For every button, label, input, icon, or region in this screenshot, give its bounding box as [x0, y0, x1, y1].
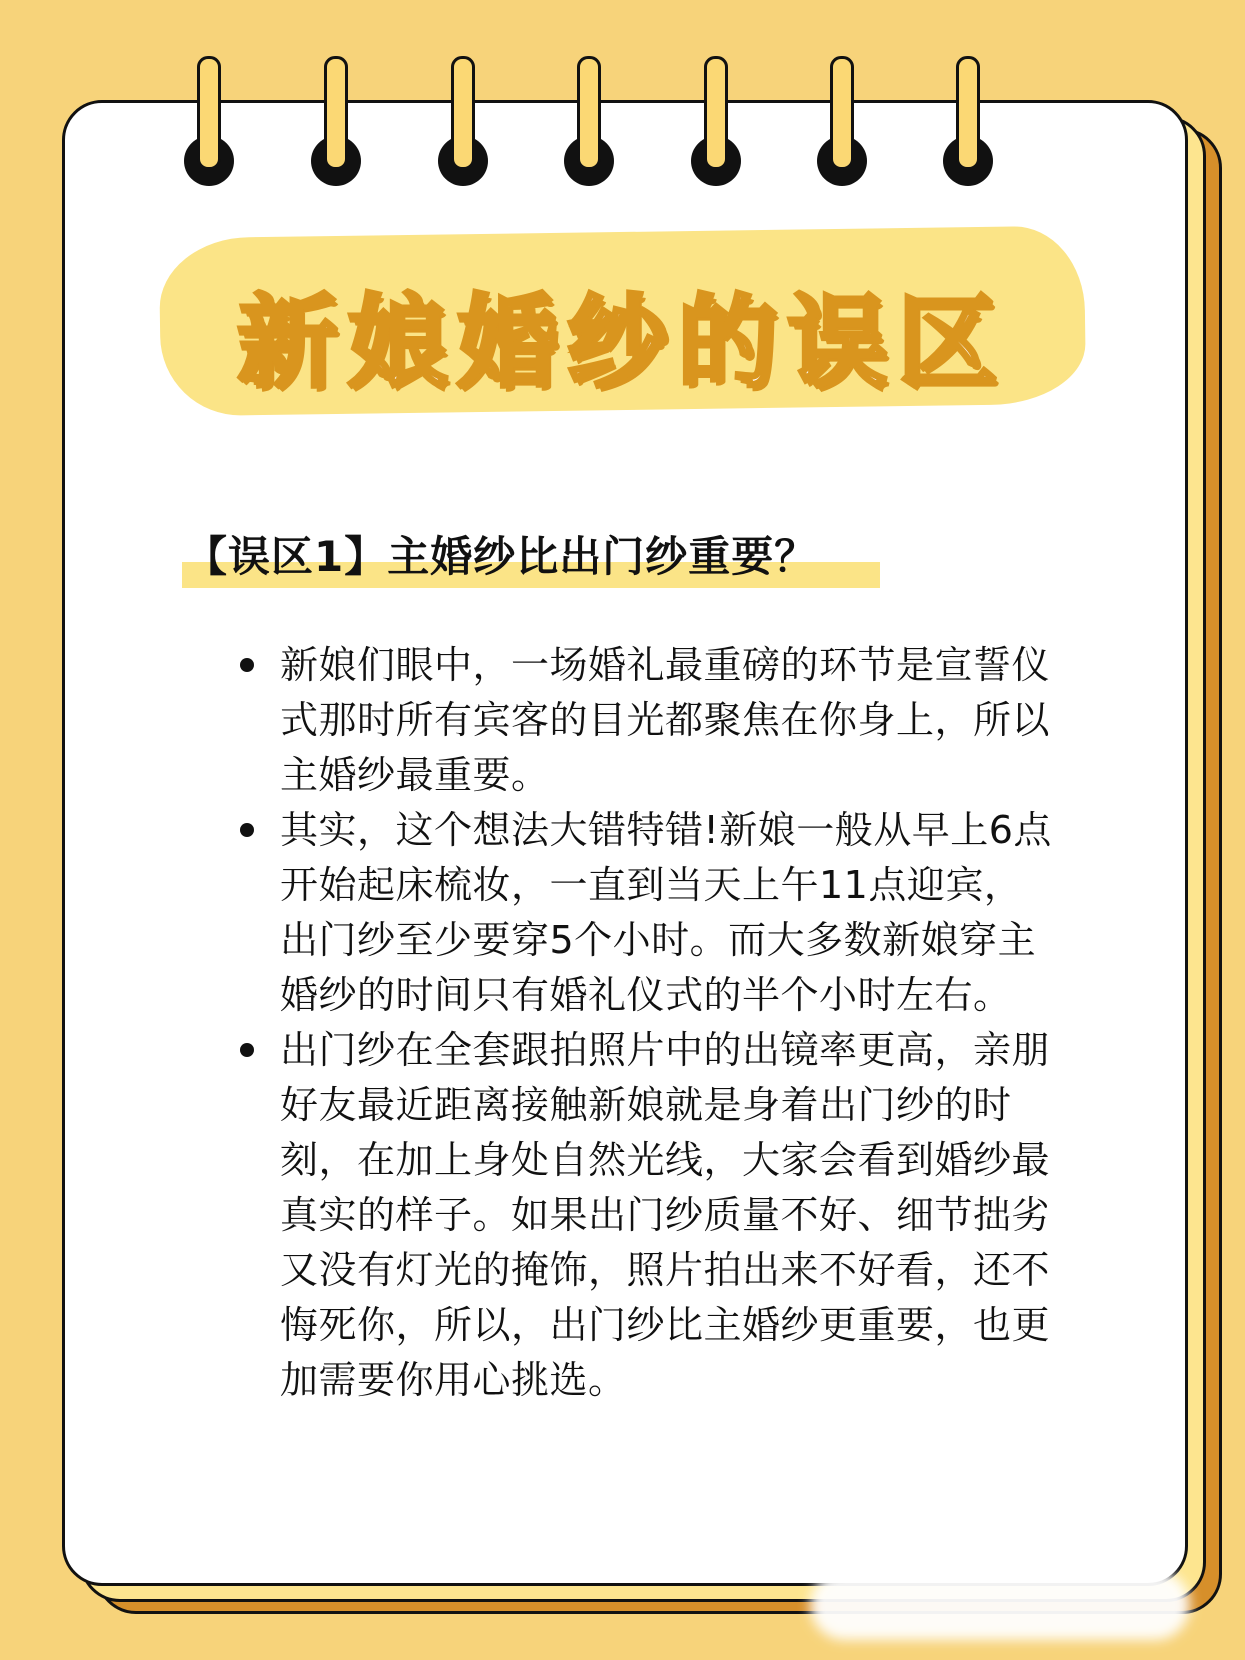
list-item-text: 其实，这个想法大错特错!新娘一般从早上6点开始起床梳妆，一直到当天上午11点迎宾，出门纱至少要穿5个小时。而大多数新娘穿主婚纱的时间只有婚礼仪式的半个小时左右。 [280, 808, 1052, 1017]
page-title: 新娘婚纱的误区 [237, 284, 1008, 401]
corner-smudge [810, 1570, 1190, 1640]
binding-ring-icon [184, 56, 234, 186]
bullet-dot-icon [240, 658, 254, 672]
list-item [232, 638, 1052, 803]
binding-ring-icon [943, 56, 993, 186]
bullet-list [232, 638, 1052, 1408]
list-item-text: 新娘们眼中，一场婚礼最重磅的环节是宣誓仪式那时所有宾客的目光都聚焦在你身上，所以主婚纱最重要。 [280, 643, 1051, 797]
binding-ring-icon [564, 56, 614, 186]
binding-ring-icon [438, 56, 488, 186]
section-heading: 【误区1】主婚纱比出门纱重要？ [185, 532, 818, 581]
list-item [232, 1023, 1052, 1408]
binding-ring-icon [311, 56, 361, 186]
spiral-binding [0, 0, 1245, 200]
list-item [232, 803, 1052, 1023]
binding-ring-icon [817, 56, 867, 186]
list-item-text: 出门纱在全套跟拍照片中的出镜率更高，亲朋好友最近距离接触新娘就是身着出门纱的时刻，在加上身处自然光线，大家会看到婚纱最真实的样子。如果出门纱质量不好、细节拙劣又没有灯光的掩饰，照片拍出来不好看，还不悔死你，所以，出门纱比主婚纱更重要，也更加需要你用心挑选。 [280, 1028, 1051, 1402]
bullet-dot-icon [240, 823, 254, 837]
binding-ring-icon [691, 56, 741, 186]
bullet-dot-icon [240, 1043, 254, 1057]
